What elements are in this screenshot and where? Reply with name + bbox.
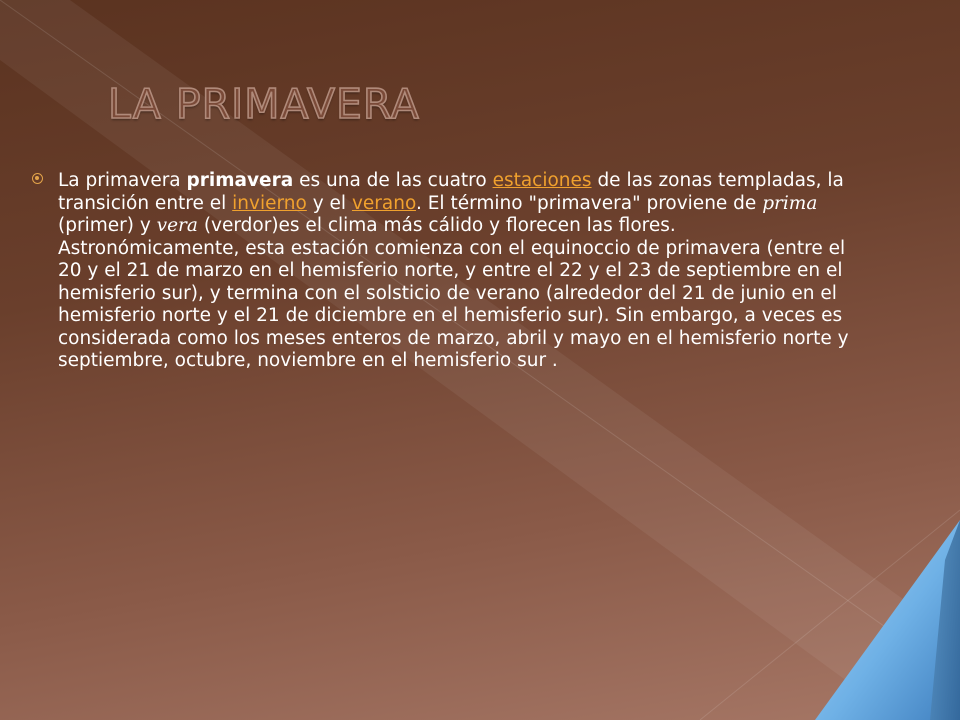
bold-term: primavera: [186, 170, 294, 191]
text-run: de las zonas templadas, la transición entre el: [58, 170, 844, 214]
text-run: (primer) y: [58, 215, 157, 236]
text-run: y el: [306, 192, 352, 214]
text-run: es una de las cuatro: [293, 170, 493, 191]
slide-title: LA PRIMAVERA: [108, 80, 420, 128]
circle-bullet-icon: [32, 173, 43, 184]
link-invierno[interactable]: invierno: [232, 192, 307, 214]
text-run: La primavera: [58, 170, 187, 191]
bullet-paragraph: [58, 170, 858, 373]
italic-term-vera: vera: [156, 215, 198, 236]
text-run: . El término "primavera" proviene de: [415, 192, 763, 214]
link-estaciones[interactable]: estaciones: [492, 170, 592, 191]
link-verano[interactable]: verano: [351, 192, 416, 214]
text-run: (verdor)es el clima más cálido y florecen las flores. Astronómicamente, esta estación comienza con el equinoccio de primavera (entre el 20 y el 21 de marzo en el hemisferio norte, y entre el 22 y el 23 de septiembre en el hemisferio sur), y termina con el solsticio de verano (alrededor del 21 de junio en el hemisferio norte y el 21 de diciembre en el hemisferio sur). Sin embargo, a veces es considerada como los meses enteros de marzo, abril y mayo en el hemisferio norte y septiembre, octubre, noviembre en el hemisferio sur .: [58, 215, 849, 371]
italic-term-prima: prima: [762, 192, 818, 214]
